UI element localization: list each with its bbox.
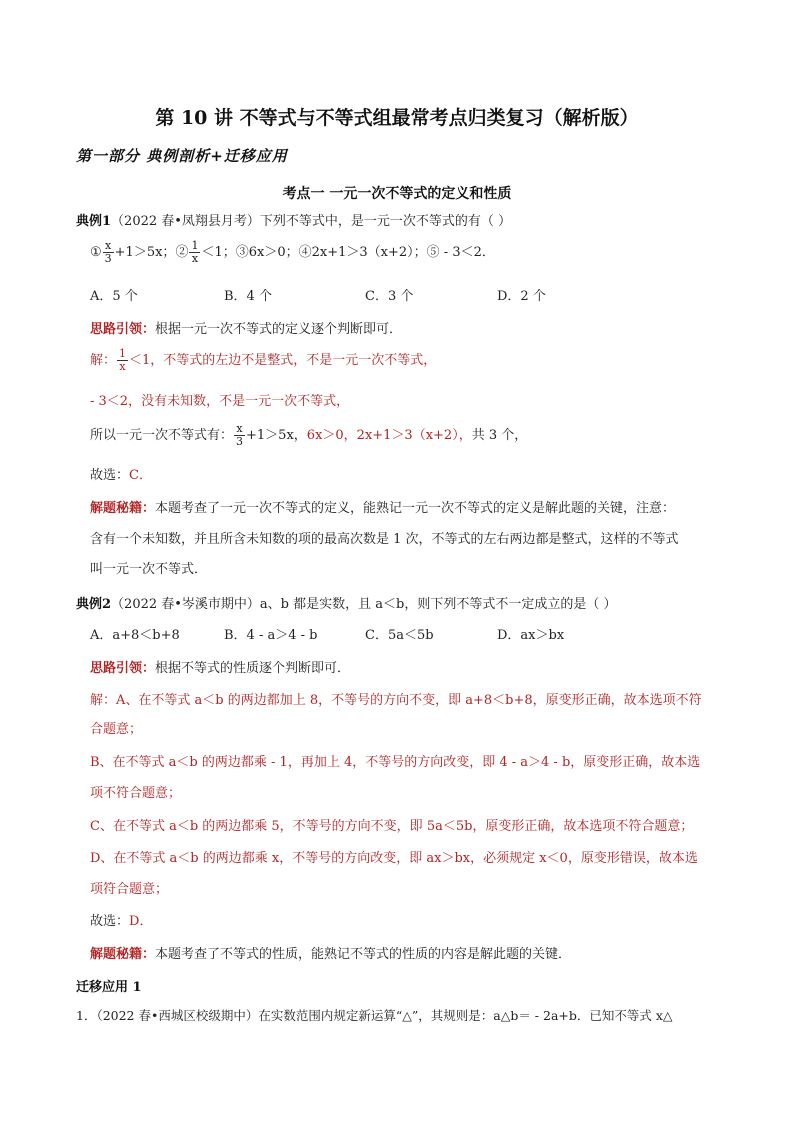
example2-question-text: （2022 春•岑溪市期中）a、b 都是实数，且 a＜b，则下列不等式不一定成立的是（ ） [111,597,617,612]
example1-label: 典例1 [76,214,112,229]
example2-option-a: A．a+8＜b+8 [90,628,180,643]
frac-numerator: x [103,240,114,253]
example1-option-c: C．3 个 [365,289,414,304]
example1-secret-line2: 含有一个未知数，并且所含未知数的项的最高次数是 1 次，不等式的左右两边都是整式，这样的不等式 [90,532,679,547]
secret-label: 解题秘籍： [90,947,156,962]
solution-part-c: 共 3 个， [471,428,528,443]
example2-option-c: C．5a＜5b [365,628,434,643]
transfer-question-1: 1．（2022 春•西城区校级期中）在实数范围内规定新运算“△”，其规则是：a△b＝ - 2a+b．已知不等式 x△ [76,1008,673,1023]
answer-prefix: 故选： [90,914,130,929]
item3: ③6x＞0； [235,245,299,260]
example1-question-text: （2022 春•凤翔县月考）下列不等式中，是一元一次不等式的有（ ） [111,214,512,229]
example1-secret-line1 [90,497,675,516]
item1-number: ① [90,245,102,260]
item4: ④2x+1＞3（x+2）； [298,245,427,260]
example2-option-d: D．ax＞bx [497,628,565,643]
example1-option-a: A．5 个 [90,289,138,304]
example1-option-b: B．4 个 [224,289,272,304]
item1-tail: +1＞5x； [114,245,176,260]
frac-denominator: 3 [236,435,244,448]
example2-solution-d-line1: D、在不等式 a＜b 的两边都乘 x，不等号的方向改变，即 ax＞bx，必须规定 x＜0，原变形错误，故本选 [90,851,698,866]
solution-label: 解： [90,353,117,368]
answer-prefix: 故选： [90,468,130,483]
answer-value: C． [129,468,152,483]
example2-solution-b-line1: B、在不等式 a＜b 的两边都乘 - 1，再加上 4，不等号的方向改变，即 4 - a＞4 - b，原变形正确，故本选 [90,755,701,770]
fraction-x-over-3 [103,240,114,265]
frac-denominator: x [119,360,126,373]
topic-heading: 考点一 一元一次不等式的定义和性质 [282,186,512,202]
section-heading: 第一部分 典例剖析+迁移应用 [76,147,288,165]
transfer-heading: 迁移应用 1 [76,980,142,995]
example1-secret-line3: 叫一元一次不等式． [90,562,208,577]
hint-text: 根据一元一次不等式的定义逐个判断即可． [155,322,403,337]
example2-hint [90,657,350,676]
fraction-x-over-3 [234,423,245,448]
solution-prefix: 所以一元一次不等式有： [90,428,234,443]
frac-numerator: x [234,423,245,436]
solution-part-a: +1＞5x， [246,428,307,443]
example2-label: 典例2 [76,597,112,612]
example1-solution-line3 [90,423,527,448]
example2-question [76,593,616,612]
page-title: 第 10 讲 不等式与不等式组最常考点归类复习（解析版） [155,107,639,129]
hint-text: 根据不等式的性质逐个判断即可． [155,661,351,676]
solution-part-b: 6x＞0，2x+1＞3（x+2）， [306,428,472,443]
secret-label: 解题秘籍： [90,501,156,516]
frac-denominator: 3 [104,252,112,265]
example2-secret [90,943,571,962]
hint-label: 思路引领： [90,661,156,676]
item2-tail: ＜1； [201,245,236,260]
frac-denominator: x [191,252,199,265]
solution-text: ＜1，不等式的左边不是整式，不是一元一次不等式， [129,353,437,368]
example1-option-d: D．2 个 [497,289,546,304]
item2-number: ② [175,245,189,260]
example2-answer [90,910,152,929]
secret-text: 本题考查了不等式的性质，能熟记不等式的性质的内容是解此题的关键． [155,947,572,962]
secret-text: 本题考查了一元一次不等式的定义，能熟记一元一次不等式的定义是解此题的关键，注意： [155,501,676,516]
example1-solution-line1 [90,348,436,373]
fraction-1-over-x [117,348,128,373]
example2-solution-b-line2: 项不符合题意； [90,786,182,801]
example2-option-b: B．4 - a＞4 - b [224,628,318,643]
frac-numerator: 1 [191,239,199,252]
example2-solution-d-line2: 项符合题意； [90,882,169,897]
example1-question [76,210,511,229]
frac-numerator: 1 [119,347,127,360]
answer-value: D． [129,914,153,929]
fraction-1-over-x [189,240,200,265]
example2-solution-a-line2: 合题意； [90,722,143,737]
example1-hint [90,318,402,337]
example1-answer [90,464,152,483]
example1-items [90,240,495,265]
example2-solution-c: C、在不等式 a＜b 的两边都乘 5，不等号的方向不变，即 5a＜5b，原变形正确，故本选项不符合题意； [90,819,694,834]
example2-solution-a-line1: 解：A、在不等式 a＜b 的两边都加上 8，不等号的方向不变，即 a+8＜b+8，原变形正确，故本选项不符 [90,693,702,708]
example1-solution-line2: - 3＜2，没有未知数，不是一元一次不等式， [90,394,350,409]
item5: ⑤ - 3＜2． [426,245,495,260]
hint-label: 思路引领： [90,322,156,337]
